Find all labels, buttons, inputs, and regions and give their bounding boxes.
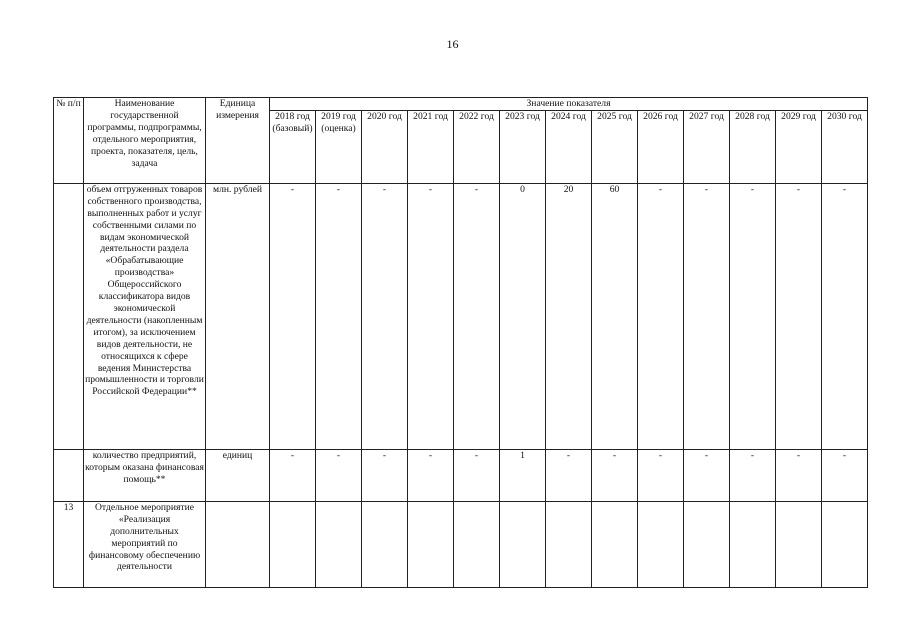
- indicator-value: -: [362, 183, 408, 449]
- indicator-value: [408, 501, 454, 587]
- table-row: [54, 501, 868, 587]
- header-values-title: Значение показателя: [270, 98, 868, 111]
- header-year: 2030 год: [822, 110, 868, 183]
- indicator-value: [362, 501, 408, 587]
- table-row: [54, 183, 868, 449]
- header-year: 2021 год: [408, 110, 454, 183]
- indicator-value: -: [638, 183, 684, 449]
- indicator-value: -: [684, 449, 730, 501]
- indicator-value: -: [546, 449, 592, 501]
- indicator-value: [316, 501, 362, 587]
- indicator-value: 20: [546, 183, 592, 449]
- indicator-value: -: [362, 449, 408, 501]
- indicator-value: -: [316, 449, 362, 501]
- indicator-value: [270, 501, 316, 587]
- indicator-value: -: [776, 183, 822, 449]
- indicator-value: [822, 501, 868, 587]
- page-number: 16: [446, 37, 459, 51]
- indicator-value: -: [776, 449, 822, 501]
- indicator-value: [546, 501, 592, 587]
- row-num: 13: [54, 501, 84, 587]
- header-unit: Единица измерения: [206, 98, 270, 184]
- header-year: 2028 год: [730, 110, 776, 183]
- indicator-name: объем отгруженных товаров собственного производства, выполненных работ и услуг собственными силами по видам экономической деятельности раздела «Обрабатывающие производства» Общероссийского классификатора видов экономической деятельности (накопленным итогом), за исключением видов деятельности, не относящихся к сфере ведения Министерства промышленности и торговли Российской Федерации**: [84, 183, 206, 449]
- header-year: 2023 год: [500, 110, 546, 183]
- indicator-value: -: [730, 449, 776, 501]
- indicator-value: -: [316, 183, 362, 449]
- indicator-name: Отдельное мероприятие «Реализация дополнительных мероприятий по финансовому обеспечению деятельности: [84, 501, 206, 587]
- header-year: 2019 год (оценка): [316, 110, 362, 183]
- header-year: 2025 год: [592, 110, 638, 183]
- indicator-value: [684, 501, 730, 587]
- indicator-value: 60: [592, 183, 638, 449]
- indicator-value: [500, 501, 546, 587]
- indicator-value: 1: [500, 449, 546, 501]
- row-num: [54, 183, 84, 449]
- indicator-value: -: [822, 449, 868, 501]
- indicator-value: [638, 501, 684, 587]
- indicator-unit: млн. рублей: [206, 183, 270, 449]
- indicator-value: -: [408, 449, 454, 501]
- indicator-value: -: [270, 183, 316, 449]
- header-year: 2024 год: [546, 110, 592, 183]
- indicator-value: -: [408, 183, 454, 449]
- indicator-value: -: [454, 183, 500, 449]
- indicator-value: [454, 501, 500, 587]
- header-year: 2018 год (базовый): [270, 110, 316, 183]
- header-year: 2022 год: [454, 110, 500, 183]
- indicator-value: -: [684, 183, 730, 449]
- header-year: 2027 год: [684, 110, 730, 183]
- header-name: Наименование государственной программы, подпрограммы, отдельного мероприятия, проекта, показателя, цель, задача: [84, 98, 206, 184]
- indicator-value: -: [730, 183, 776, 449]
- indicator-unit: единиц: [206, 449, 270, 501]
- indicator-value: [776, 501, 822, 587]
- header-year: 2026 год: [638, 110, 684, 183]
- indicator-value: -: [454, 449, 500, 501]
- indicator-value: -: [638, 449, 684, 501]
- header-year: 2020 год: [362, 110, 408, 183]
- indicator-value: 0: [500, 183, 546, 449]
- indicator-value: -: [822, 183, 868, 449]
- table-row: [54, 449, 868, 501]
- indicator-value: [592, 501, 638, 587]
- row-num: [54, 449, 84, 501]
- indicators-table: [53, 97, 868, 588]
- indicator-unit: [206, 501, 270, 587]
- indicator-name: количество предприятий, которым оказана финансовая помощь**: [84, 449, 206, 501]
- header-num: № п/п: [54, 98, 84, 184]
- indicator-value: -: [270, 449, 316, 501]
- indicator-value: [730, 501, 776, 587]
- indicator-value: -: [592, 449, 638, 501]
- header-year: 2029 год: [776, 110, 822, 183]
